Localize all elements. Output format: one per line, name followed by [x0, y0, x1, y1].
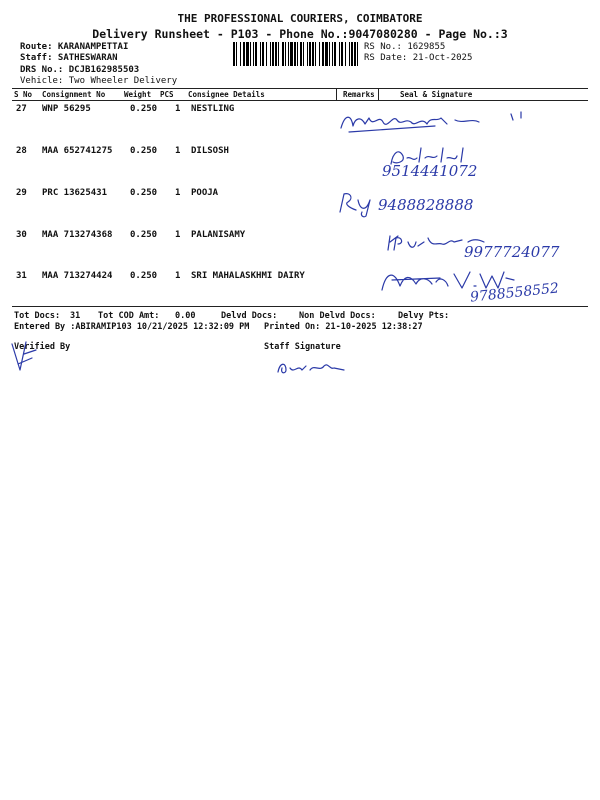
row-sno: 28	[16, 146, 27, 156]
col-consignment: Consignment No	[42, 90, 106, 99]
tot-cod-label: Tot COD Amt:	[98, 311, 160, 321]
row-consignment: MAA 713274368	[42, 230, 113, 240]
row-consignment: PRC 13625431	[42, 188, 108, 198]
handwritten-phone: 9977724077	[464, 243, 560, 261]
rs-number: RS No.: 1629855	[364, 42, 446, 52]
header-divider	[336, 88, 337, 100]
handwritten-phone: 9788558552	[469, 280, 560, 306]
row-sno: 29	[16, 188, 27, 198]
company-title: THE PROFESSIONAL COURIERS, COIMBATORE	[177, 12, 423, 25]
header-top-rule	[12, 88, 588, 89]
header-bottom-rule	[12, 100, 588, 101]
row-pcs: 1	[175, 188, 181, 198]
row-pcs: 1	[175, 146, 181, 156]
tot-docs-label: Tot Docs:	[14, 311, 61, 321]
row-consignee: NESTLING	[191, 104, 235, 114]
vehicle-text: Vehicle: Two Wheeler Delivery	[20, 76, 178, 86]
verified-by-label: Verified By	[14, 342, 71, 352]
row-sno: 31	[16, 271, 27, 281]
row-weight: 0.250	[130, 188, 158, 198]
barcode-image	[232, 42, 360, 66]
rs-date: RS Date: 21-Oct-2025	[364, 53, 473, 63]
row-pcs: 1	[175, 271, 181, 281]
handwritten-phone: 9488828888	[378, 196, 474, 214]
col-seal-signature: Seal & Signature	[400, 90, 473, 99]
row-weight: 0.250	[130, 271, 158, 281]
col-remarks: Remarks	[343, 90, 375, 99]
row-consignee: PALANISAMY	[191, 230, 246, 240]
header-divider	[378, 88, 379, 100]
route-text: Route: KARANAMPETTAI	[20, 42, 129, 52]
delvy-pts-label: Delvy Pts:	[398, 311, 450, 321]
row-weight: 0.250	[130, 146, 158, 156]
runsheet-subtitle: Delivery Runsheet - P103 - Phone No.:9047080280 - Page No.:3	[92, 27, 508, 41]
row-consignee: DILSOSH	[191, 146, 229, 156]
row-weight: 0.250	[130, 104, 158, 114]
row-pcs: 1	[175, 104, 181, 114]
row-sno: 30	[16, 230, 27, 240]
printed-on: Printed On: 21-10-2025 12:38:27	[264, 322, 423, 332]
footer-rule	[12, 306, 588, 307]
col-weight: Weight	[124, 90, 152, 99]
staff-signature	[274, 356, 354, 378]
row-consignee: POOJA	[191, 188, 219, 198]
row-consignment: MAA 652741275	[42, 146, 113, 156]
row-consignee: SRI MAHALASKHMI DAIRY	[191, 271, 305, 281]
non-delvd-docs-label: Non Delvd Docs:	[299, 311, 376, 321]
row-sno: 27	[16, 104, 27, 114]
entered-by: Entered By :ABIRAMIP103 10/21/2025 12:32:09 PM	[14, 322, 250, 332]
drs-text: DRS No.: DCJB162985503	[20, 65, 140, 75]
col-consignee: Consignee Details	[188, 90, 265, 99]
row-consignment: WNP 56295	[42, 104, 91, 114]
handwritten-phone: 9514441072	[382, 162, 478, 180]
verified-signature	[6, 336, 46, 376]
handwritten-signature	[335, 106, 535, 140]
col-pcs: PCS	[160, 90, 174, 99]
tot-docs-value: 31	[70, 311, 81, 321]
row-weight: 0.250	[130, 230, 158, 240]
row-consignment: MAA 713274424	[42, 271, 113, 281]
staff-signature-label: Staff Signature	[264, 342, 341, 352]
row-pcs: 1	[175, 230, 181, 240]
staff-text: Staff: SATHESWARAN	[20, 53, 118, 63]
handwritten-signature	[336, 190, 382, 218]
tot-cod-value: 0.00	[175, 311, 196, 321]
delvd-docs-label: Delvd Docs:	[221, 311, 278, 321]
col-sno: S No	[14, 90, 33, 99]
